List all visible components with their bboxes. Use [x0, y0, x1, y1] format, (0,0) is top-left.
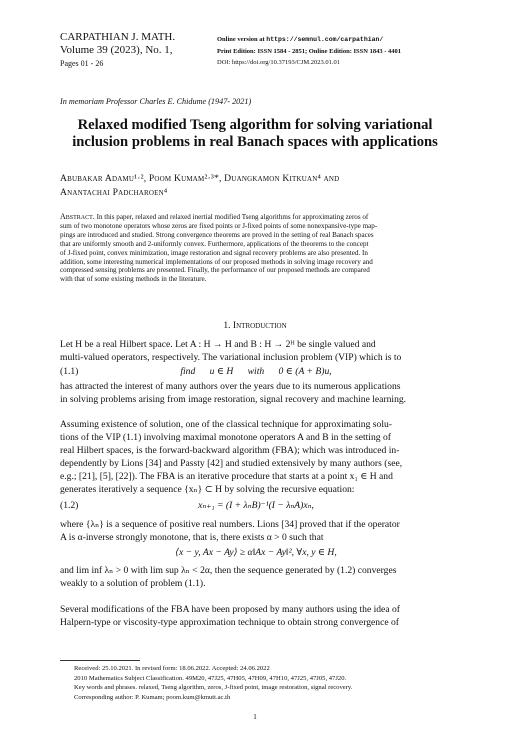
equation-body: ⟨x − y, Ax − Ay⟩ ≥ α‖Ax − Ay‖², ∀x, y ∈ H, — [175, 547, 337, 558]
abstract-line: sum of two monotone operators whose zeros are fixed points or J-fixed points of some nonexpansive-type map- — [60, 221, 378, 230]
abstract-line: compressed sensing problems are presented. Finally, the performance of our proposed methods are compared — [60, 266, 370, 275]
keywords: Key words and phrases. relaxed, Tseng algorithm, zeros, J-fixed point, image restoration, signal recovery. — [74, 684, 353, 692]
abstract-line: addition, some interesting numerical implementations of our proposed methods in solving image recovery and — [60, 257, 373, 266]
section-heading: 1. Introduction — [223, 320, 287, 331]
pages-line: Pages 01 - 26 — [60, 59, 104, 68]
journal-name: CARPATHIAN J. MATH. — [60, 31, 176, 43]
online-info — [217, 34, 401, 69]
doi-line[interactable]: DOI: https://doi.org/10.37193/CJM.2023.01.01 — [217, 59, 341, 66]
journal-header — [60, 31, 175, 70]
footnote-rule — [60, 660, 140, 661]
equation-body: find u ∈ H with 0 ∈ (A + B)u, — [180, 366, 332, 377]
text-line: tions of the VIP (1.1) involving maximal monotone operators A and B in the setting of — [60, 432, 391, 443]
paragraph-5 — [60, 564, 452, 590]
abstract — [60, 213, 452, 284]
memoriam-dedication: In memoriam Professor Charles E. Chidume (1947- 2021) — [60, 97, 252, 106]
paragraph-1 — [60, 338, 452, 364]
abstract-label: Abstract. — [60, 212, 95, 221]
abstract-line: that are uniformly smooth and 2-uniformly convex. Furthermore, applications of the theorems to the concept — [60, 239, 369, 248]
title-line-1: Relaxed modified Tseng algorithm for solving variational — [77, 117, 433, 133]
paragraph-4 — [60, 518, 452, 544]
text-line: Halpern-type or viscosity-type approximation technique to obtain strong convergence of — [60, 617, 399, 628]
corresponding-author: Corresponding author: P. Kumam; poom.kum@kmutt.ac.th — [74, 693, 231, 701]
text-line: A is α-inverse strongly monotone, that is, there exists α > 0 such that — [60, 532, 324, 543]
volume-line: Volume 39 (2023), No. 1, — [60, 44, 173, 56]
issn-line: Print Edition: ISSN 1584 - 2851; Online Edition: ISSN 1843 - 4401 — [217, 47, 402, 55]
equation-1-2 — [60, 500, 452, 513]
equation-inverse-monotone — [60, 547, 452, 560]
text-line: e.g.; [21], [5], [22]). The FBA is an iterative procedure that starts at a point x₁ ∈ H and — [60, 471, 393, 482]
page-number: 1 — [253, 712, 257, 721]
footnotes — [74, 664, 352, 702]
text-line: and lim inf λₙ > 0 with lim sup λₙ < 2α, then the sequence generated by (1.2) converges — [60, 565, 397, 576]
text-line: has attracted the interest of many authors over the years due to its numerous applications — [60, 381, 401, 392]
text-line: weakly to a solution of problem (1.1). — [60, 578, 206, 589]
text-line: in solving problems arising from image restoration, signal recovery and machine learning. — [60, 394, 407, 405]
abstract-line: pings are introduced and studied. Strong convergence theorems are proved in the setting of real Banach spaces — [60, 230, 374, 239]
abstract-line: with that of some existing methods in the literature. — [60, 275, 207, 284]
equation-1-1 — [60, 366, 452, 379]
title-line-2: inclusion problems in real Banach spaces with applications — [72, 134, 438, 150]
text-line: where {λₙ} is a sequence of positive real numbers. Lions [34] proved that if the operator — [60, 519, 400, 530]
msc-classification: 2010 Mathematics Subject Classification. 49M20, 47J25, 47H05, 47H09, 47H10, 47J25, 47J05, 47J20. — [74, 674, 347, 682]
text-line: Several modifications of the FBA have been proposed by many authors using the idea of — [60, 604, 400, 615]
authors-line-1: Abubakar Adamu¹·², Poom Kumam²·³*, Duangkamon Kitkuan⁴ and — [60, 173, 340, 184]
equation-number: (1.2) — [60, 500, 79, 511]
abstract-line: Abstract. In this paper, relaxed and relaxed inertial modified Tseng algorithms for approximating zeros of — [60, 212, 369, 221]
equation-body: xₙ₊₁ = (I + λₙB)⁻¹(I − λₙA)xₙ, — [198, 500, 314, 511]
text-line: generates iteratively a sequence {xₙ} ⊂ H by solving the recursive equation: — [60, 484, 355, 495]
text-line: Assuming existence of solution, one of the classical technique for approximating solu- — [60, 419, 392, 430]
text-line: dependently by Lions [34] and Passty [42] and studied extensively by many authors (see, — [60, 458, 403, 469]
received-dates: Received: 25.10.2021. In revised form: 18.06.2022. Accepted: 24.06.2022 — [74, 665, 270, 672]
authors-line-2: Anantachai Padcharoen⁴ — [60, 187, 168, 198]
text-line: Let H be a real Hilbert space. Let A : H → H and B : H → 2ᴴ be single valued and — [60, 339, 376, 350]
paper-title — [0, 117, 510, 151]
online-label: Online version at — [217, 36, 265, 43]
paragraph-6 — [60, 603, 452, 629]
abstract-line: of J-fixed point, convex minimization, image restoration and signal recovery problems are also presented. In — [60, 248, 368, 257]
online-url[interactable]: https://semnul.com/carpathian/ — [266, 36, 384, 43]
text-line: multi-valued operators, respectively. The variational inclusion problem (VIP) which is to — [60, 352, 402, 363]
author-list — [60, 172, 339, 200]
text-line: real Hilbert spaces, is the forward-backward algorithm (FBA); which was introduced in- — [60, 445, 400, 456]
equation-number: (1.1) — [60, 366, 79, 377]
online-version-line — [217, 34, 401, 46]
paragraph-2 — [60, 380, 452, 406]
paragraph-3 — [60, 418, 452, 496]
